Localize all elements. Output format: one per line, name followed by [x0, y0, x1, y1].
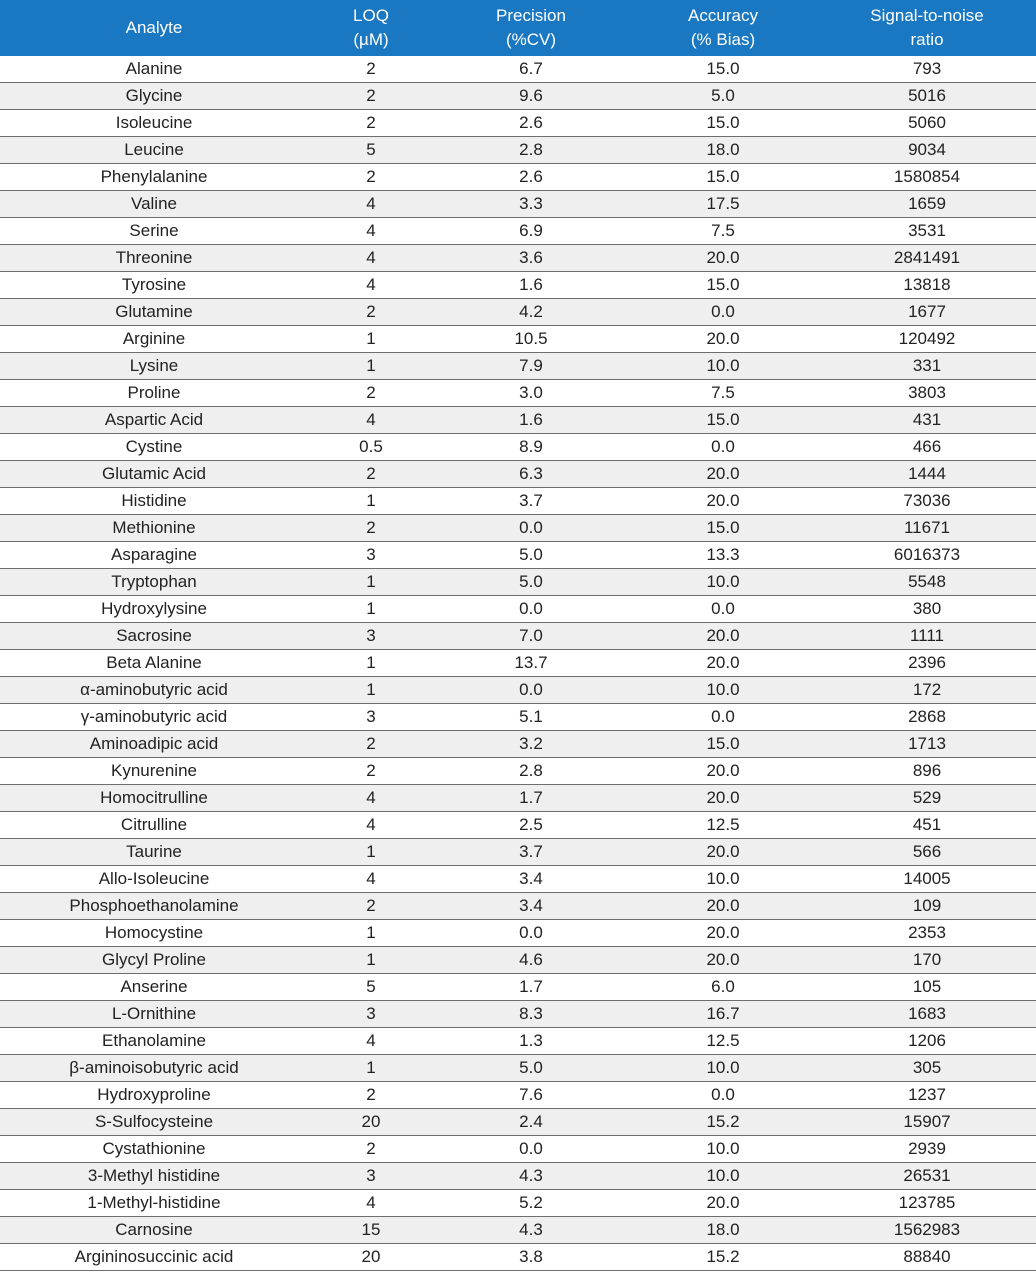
cell-analyte: Kynurenine [0, 758, 308, 785]
cell-loq: 2 [308, 461, 434, 488]
cell-loq: 1 [308, 353, 434, 380]
cell-precision: 1.7 [434, 785, 628, 812]
cell-accuracy: 10.0 [628, 1055, 818, 1082]
cell-accuracy: 16.7 [628, 1001, 818, 1028]
cell-signal-to-noise: 2396 [818, 650, 1036, 677]
cell-signal-to-noise: 11671 [818, 515, 1036, 542]
cell-loq: 2 [308, 380, 434, 407]
cell-analyte: Aspartic Acid [0, 407, 308, 434]
cell-loq: 1 [308, 596, 434, 623]
cell-analyte: Cystathionine [0, 1136, 308, 1163]
cell-accuracy: 20.0 [628, 947, 818, 974]
column-header-signal-to-noise: Signal-to-noise ratio [818, 0, 1036, 56]
cell-precision: 1.6 [434, 407, 628, 434]
cell-signal-to-noise: 1683 [818, 1001, 1036, 1028]
cell-loq: 2 [308, 164, 434, 191]
cell-accuracy: 10.0 [628, 677, 818, 704]
cell-accuracy: 15.0 [628, 110, 818, 137]
table-row [0, 758, 1036, 785]
cell-precision: 0.0 [434, 515, 628, 542]
cell-analyte: Lysine [0, 353, 308, 380]
cell-accuracy: 13.3 [628, 542, 818, 569]
cell-accuracy: 10.0 [628, 1163, 818, 1190]
cell-precision: 6.9 [434, 218, 628, 245]
table-row [0, 353, 1036, 380]
cell-loq: 2 [308, 1136, 434, 1163]
cell-loq: 2 [308, 56, 434, 83]
cell-accuracy: 20.0 [628, 488, 818, 515]
cell-precision: 2.4 [434, 1109, 628, 1136]
table-row [0, 434, 1036, 461]
cell-loq: 1 [308, 488, 434, 515]
cell-loq: 2 [308, 299, 434, 326]
cell-loq: 3 [308, 542, 434, 569]
cell-precision: 1.7 [434, 974, 628, 1001]
table-row [0, 137, 1036, 164]
cell-analyte: Glutamine [0, 299, 308, 326]
cell-analyte: Homocitrulline [0, 785, 308, 812]
cell-precision: 6.7 [434, 56, 628, 83]
cell-loq: 4 [308, 191, 434, 218]
table-row [0, 893, 1036, 920]
table-row [0, 785, 1036, 812]
table-row [0, 1055, 1036, 1082]
cell-loq: 3 [308, 623, 434, 650]
cell-precision: 0.0 [434, 920, 628, 947]
cell-signal-to-noise: 1659 [818, 191, 1036, 218]
cell-analyte: Hydroxyproline [0, 1082, 308, 1109]
cell-loq: 1 [308, 839, 434, 866]
cell-accuracy: 7.5 [628, 380, 818, 407]
cell-precision: 3.3 [434, 191, 628, 218]
cell-analyte: Carnosine [0, 1217, 308, 1244]
cell-loq: 15 [308, 1217, 434, 1244]
cell-precision: 4.2 [434, 299, 628, 326]
column-header-precision: Precision (%CV) [434, 0, 628, 56]
table-row [0, 515, 1036, 542]
cell-accuracy: 20.0 [628, 245, 818, 272]
cell-accuracy: 5.0 [628, 83, 818, 110]
cell-accuracy: 12.5 [628, 1028, 818, 1055]
cell-analyte: Sacrosine [0, 623, 308, 650]
cell-accuracy: 20.0 [628, 1190, 818, 1217]
cell-signal-to-noise: 1237 [818, 1082, 1036, 1109]
cell-analyte: Isoleucine [0, 110, 308, 137]
cell-signal-to-noise: 73036 [818, 488, 1036, 515]
cell-analyte: Asparagine [0, 542, 308, 569]
cell-analyte: Argininosuccinic acid [0, 1244, 308, 1271]
cell-analyte: Phosphoethanolamine [0, 893, 308, 920]
cell-analyte: 3-Methyl histidine [0, 1163, 308, 1190]
cell-signal-to-noise: 529 [818, 785, 1036, 812]
cell-signal-to-noise: 120492 [818, 326, 1036, 353]
cell-signal-to-noise: 5548 [818, 569, 1036, 596]
table-row [0, 704, 1036, 731]
cell-loq: 3 [308, 1001, 434, 1028]
table-row [0, 731, 1036, 758]
cell-analyte: Arginine [0, 326, 308, 353]
cell-loq: 20 [308, 1109, 434, 1136]
cell-accuracy: 20.0 [628, 785, 818, 812]
cell-signal-to-noise: 88840 [818, 1244, 1036, 1271]
cell-loq: 4 [308, 866, 434, 893]
cell-analyte: Alanine [0, 56, 308, 83]
table-row [0, 677, 1036, 704]
cell-loq: 1 [308, 1055, 434, 1082]
cell-precision: 3.8 [434, 1244, 628, 1271]
table-row [0, 218, 1036, 245]
cell-analyte: Taurine [0, 839, 308, 866]
cell-signal-to-noise: 15907 [818, 1109, 1036, 1136]
table-row [0, 110, 1036, 137]
cell-precision: 8.9 [434, 434, 628, 461]
cell-precision: 8.3 [434, 1001, 628, 1028]
cell-loq: 0.5 [308, 434, 434, 461]
table-row [0, 1109, 1036, 1136]
cell-loq: 1 [308, 569, 434, 596]
cell-accuracy: 12.5 [628, 812, 818, 839]
table-row [0, 272, 1036, 299]
cell-accuracy: 7.5 [628, 218, 818, 245]
cell-analyte: Aminoadipic acid [0, 731, 308, 758]
cell-loq: 2 [308, 515, 434, 542]
table-row [0, 947, 1036, 974]
header-row [0, 0, 1036, 56]
cell-accuracy: 20.0 [628, 839, 818, 866]
cell-signal-to-noise: 2868 [818, 704, 1036, 731]
column-header-analyte: Analyte [0, 0, 308, 56]
cell-accuracy: 6.0 [628, 974, 818, 1001]
table-row [0, 1001, 1036, 1028]
cell-accuracy: 0.0 [628, 596, 818, 623]
cell-loq: 1 [308, 920, 434, 947]
cell-analyte: Beta Alanine [0, 650, 308, 677]
cell-precision: 7.9 [434, 353, 628, 380]
table-row [0, 488, 1036, 515]
cell-analyte: Proline [0, 380, 308, 407]
cell-precision: 7.6 [434, 1082, 628, 1109]
table-row [0, 326, 1036, 353]
cell-accuracy: 15.0 [628, 272, 818, 299]
table-row [0, 1217, 1036, 1244]
table-row [0, 299, 1036, 326]
cell-precision: 1.6 [434, 272, 628, 299]
cell-loq: 4 [308, 218, 434, 245]
cell-accuracy: 15.0 [628, 164, 818, 191]
cell-accuracy: 15.2 [628, 1109, 818, 1136]
cell-analyte: Glutamic Acid [0, 461, 308, 488]
cell-signal-to-noise: 14005 [818, 866, 1036, 893]
cell-signal-to-noise: 6016373 [818, 542, 1036, 569]
cell-precision: 3.7 [434, 488, 628, 515]
cell-loq: 4 [308, 245, 434, 272]
table-row [0, 542, 1036, 569]
table-row [0, 1244, 1036, 1271]
cell-signal-to-noise: 896 [818, 758, 1036, 785]
table-row [0, 974, 1036, 1001]
cell-precision: 3.4 [434, 866, 628, 893]
cell-signal-to-noise: 1677 [818, 299, 1036, 326]
cell-signal-to-noise: 1580854 [818, 164, 1036, 191]
cell-analyte: Leucine [0, 137, 308, 164]
column-header-loq: LOQ (µM) [308, 0, 434, 56]
cell-loq: 5 [308, 137, 434, 164]
cell-loq: 1 [308, 326, 434, 353]
table-row [0, 164, 1036, 191]
cell-signal-to-noise: 13818 [818, 272, 1036, 299]
table-row [0, 920, 1036, 947]
cell-precision: 13.7 [434, 650, 628, 677]
cell-signal-to-noise: 170 [818, 947, 1036, 974]
cell-loq: 20 [308, 1244, 434, 1271]
cell-analyte: Ethanolamine [0, 1028, 308, 1055]
cell-analyte: Citrulline [0, 812, 308, 839]
cell-accuracy: 18.0 [628, 1217, 818, 1244]
cell-accuracy: 0.0 [628, 299, 818, 326]
cell-loq: 4 [308, 272, 434, 299]
cell-precision: 2.6 [434, 164, 628, 191]
table-row [0, 1082, 1036, 1109]
cell-loq: 4 [308, 407, 434, 434]
cell-precision: 0.0 [434, 1136, 628, 1163]
column-header-accuracy: Accuracy (% Bias) [628, 0, 818, 56]
cell-precision: 2.6 [434, 110, 628, 137]
cell-signal-to-noise: 451 [818, 812, 1036, 839]
cell-signal-to-noise: 5016 [818, 83, 1036, 110]
cell-accuracy: 18.0 [628, 137, 818, 164]
cell-signal-to-noise: 26531 [818, 1163, 1036, 1190]
cell-loq: 4 [308, 812, 434, 839]
table-row [0, 623, 1036, 650]
cell-loq: 1 [308, 677, 434, 704]
cell-accuracy: 10.0 [628, 1136, 818, 1163]
cell-precision: 6.3 [434, 461, 628, 488]
cell-analyte: β-aminoisobutyric acid [0, 1055, 308, 1082]
cell-signal-to-noise: 9034 [818, 137, 1036, 164]
cell-analyte: γ-aminobutyric acid [0, 704, 308, 731]
cell-precision: 5.0 [434, 1055, 628, 1082]
cell-accuracy: 17.5 [628, 191, 818, 218]
cell-signal-to-noise: 380 [818, 596, 1036, 623]
cell-precision: 3.4 [434, 893, 628, 920]
cell-precision: 10.5 [434, 326, 628, 353]
cell-precision: 3.6 [434, 245, 628, 272]
cell-accuracy: 10.0 [628, 353, 818, 380]
cell-signal-to-noise: 2939 [818, 1136, 1036, 1163]
cell-accuracy: 20.0 [628, 920, 818, 947]
cell-analyte: Tryptophan [0, 569, 308, 596]
cell-accuracy: 15.2 [628, 1244, 818, 1271]
table-body [0, 56, 1036, 1271]
cell-loq: 2 [308, 731, 434, 758]
cell-accuracy: 20.0 [628, 893, 818, 920]
cell-loq: 2 [308, 1082, 434, 1109]
cell-analyte: Glycyl Proline [0, 947, 308, 974]
table-row [0, 1136, 1036, 1163]
table-row [0, 83, 1036, 110]
cell-precision: 7.0 [434, 623, 628, 650]
cell-accuracy: 20.0 [628, 326, 818, 353]
cell-signal-to-noise: 1111 [818, 623, 1036, 650]
cell-accuracy: 20.0 [628, 461, 818, 488]
cell-precision: 1.3 [434, 1028, 628, 1055]
cell-accuracy: 15.0 [628, 56, 818, 83]
cell-accuracy: 20.0 [628, 623, 818, 650]
table-row [0, 191, 1036, 218]
table-row [0, 1190, 1036, 1217]
cell-analyte: α-aminobutyric acid [0, 677, 308, 704]
cell-signal-to-noise: 1206 [818, 1028, 1036, 1055]
cell-signal-to-noise: 566 [818, 839, 1036, 866]
cell-precision: 9.6 [434, 83, 628, 110]
cell-precision: 5.1 [434, 704, 628, 731]
cell-signal-to-noise: 105 [818, 974, 1036, 1001]
cell-accuracy: 0.0 [628, 704, 818, 731]
table-row [0, 407, 1036, 434]
cell-loq: 3 [308, 1163, 434, 1190]
cell-precision: 2.8 [434, 137, 628, 164]
cell-precision: 3.2 [434, 731, 628, 758]
table-row [0, 461, 1036, 488]
table-row [0, 380, 1036, 407]
cell-accuracy: 10.0 [628, 866, 818, 893]
table-header [0, 0, 1036, 56]
cell-signal-to-noise: 2353 [818, 920, 1036, 947]
cell-loq: 2 [308, 83, 434, 110]
cell-accuracy: 10.0 [628, 569, 818, 596]
cell-analyte: Methionine [0, 515, 308, 542]
cell-loq: 4 [308, 1190, 434, 1217]
cell-precision: 5.0 [434, 542, 628, 569]
cell-analyte: Serine [0, 218, 308, 245]
table-row [0, 812, 1036, 839]
cell-analyte: Homocystine [0, 920, 308, 947]
cell-analyte: Anserine [0, 974, 308, 1001]
cell-accuracy: 0.0 [628, 1082, 818, 1109]
cell-analyte: Hydroxylysine [0, 596, 308, 623]
cell-precision: 4.3 [434, 1163, 628, 1190]
table-row [0, 866, 1036, 893]
cell-signal-to-noise: 431 [818, 407, 1036, 434]
cell-signal-to-noise: 1713 [818, 731, 1036, 758]
cell-analyte: Phenylalanine [0, 164, 308, 191]
table-row [0, 839, 1036, 866]
cell-loq: 4 [308, 785, 434, 812]
table-row [0, 1028, 1036, 1055]
cell-accuracy: 0.0 [628, 434, 818, 461]
cell-accuracy: 15.0 [628, 407, 818, 434]
cell-signal-to-noise: 1562983 [818, 1217, 1036, 1244]
table-row [0, 569, 1036, 596]
cell-loq: 1 [308, 650, 434, 677]
cell-loq: 2 [308, 110, 434, 137]
cell-analyte: S-Sulfocysteine [0, 1109, 308, 1136]
cell-precision: 4.3 [434, 1217, 628, 1244]
cell-analyte: Glycine [0, 83, 308, 110]
cell-signal-to-noise: 2841491 [818, 245, 1036, 272]
cell-signal-to-noise: 172 [818, 677, 1036, 704]
cell-signal-to-noise: 1444 [818, 461, 1036, 488]
cell-signal-to-noise: 5060 [818, 110, 1036, 137]
cell-precision: 4.6 [434, 947, 628, 974]
cell-signal-to-noise: 123785 [818, 1190, 1036, 1217]
cell-analyte: Valine [0, 191, 308, 218]
cell-loq: 4 [308, 1028, 434, 1055]
cell-accuracy: 20.0 [628, 650, 818, 677]
cell-analyte: Allo-Isoleucine [0, 866, 308, 893]
cell-precision: 3.7 [434, 839, 628, 866]
table-row [0, 650, 1036, 677]
cell-accuracy: 20.0 [628, 758, 818, 785]
cell-analyte: 1-Methyl-histidine [0, 1190, 308, 1217]
cell-analyte: Histidine [0, 488, 308, 515]
cell-precision: 2.8 [434, 758, 628, 785]
cell-precision: 5.0 [434, 569, 628, 596]
cell-loq: 3 [308, 704, 434, 731]
table-row [0, 56, 1036, 83]
cell-analyte: Tyrosine [0, 272, 308, 299]
cell-analyte: Cystine [0, 434, 308, 461]
cell-signal-to-noise: 331 [818, 353, 1036, 380]
cell-precision: 0.0 [434, 596, 628, 623]
cell-precision: 2.5 [434, 812, 628, 839]
cell-loq: 1 [308, 947, 434, 974]
cell-loq: 5 [308, 974, 434, 1001]
cell-loq: 2 [308, 893, 434, 920]
cell-signal-to-noise: 3531 [818, 218, 1036, 245]
table-row [0, 245, 1036, 272]
cell-signal-to-noise: 305 [818, 1055, 1036, 1082]
cell-accuracy: 15.0 [628, 731, 818, 758]
cell-signal-to-noise: 3803 [818, 380, 1036, 407]
cell-accuracy: 15.0 [628, 515, 818, 542]
table-row [0, 596, 1036, 623]
cell-signal-to-noise: 466 [818, 434, 1036, 461]
cell-precision: 0.0 [434, 677, 628, 704]
cell-precision: 3.0 [434, 380, 628, 407]
cell-signal-to-noise: 793 [818, 56, 1036, 83]
table-row [0, 1163, 1036, 1190]
cell-analyte: L-Ornithine [0, 1001, 308, 1028]
cell-signal-to-noise: 109 [818, 893, 1036, 920]
cell-loq: 2 [308, 758, 434, 785]
cell-precision: 5.2 [434, 1190, 628, 1217]
cell-analyte: Threonine [0, 245, 308, 272]
